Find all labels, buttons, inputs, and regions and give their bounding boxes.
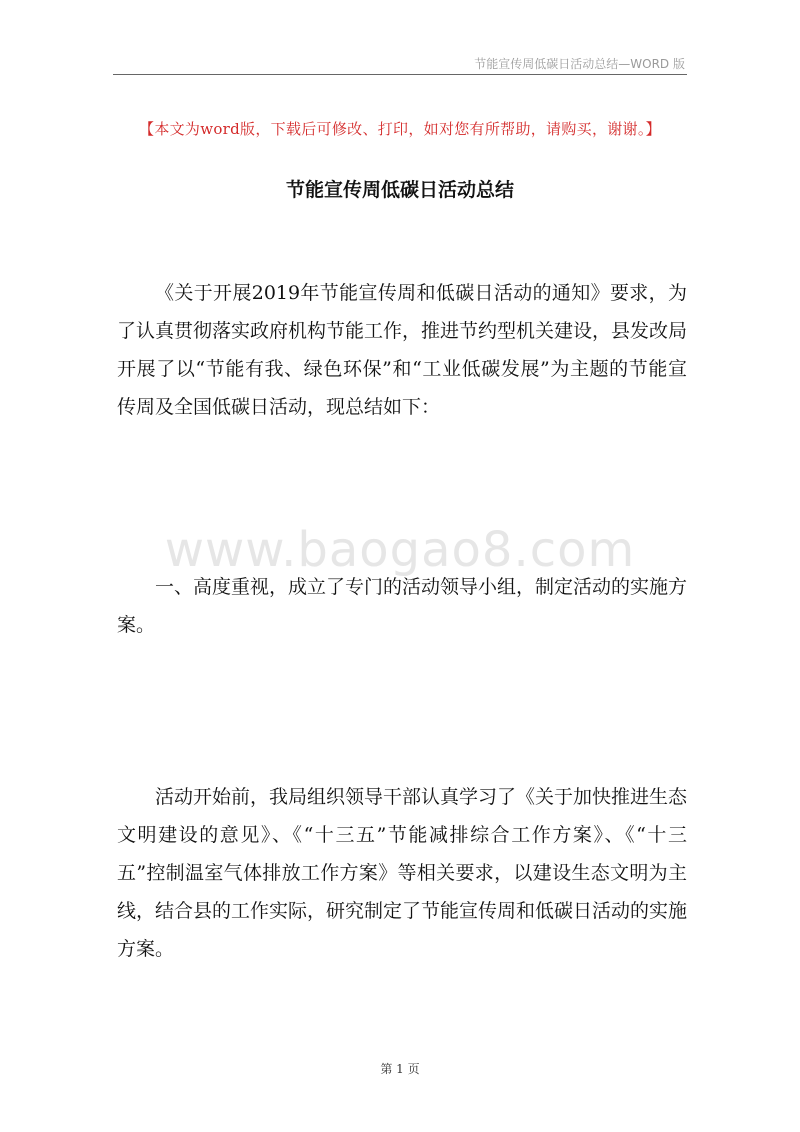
body-paragraph: 活动开始前，我局组织领导干部认真学习了《关于加快推进生态文明建设的意见》、《“十三五”节能减排综合工作方案》、《“十三五”控制温室气体排放工作方案》等相关要求，以建设生态文明为主线，结合县的工作实际，研究制定了节能宣传周和低碳日活动的实施方案。: [117, 786, 688, 960]
body-paragraph: 《关于开展2019年节能宣传周和低碳日活动的通知》要求，为了认真贯彻落实政府机构节能工作，推进节约型机关建设，县发改局开展了以“节能有我、绿色环保”和“工业低碳发展”为主题的节能宣传周及全国低碳日活动，现总结如下：: [117, 282, 688, 418]
header-divider: [113, 74, 687, 75]
document-title: 节能宣传周低碳日活动总结: [285, 179, 514, 201]
running-header: 节能宣传周低碳日活动总结—WORD 版: [474, 57, 685, 71]
purchase-notice: 【本文为word版，下载后可修改、打印，如对您有所帮助，请购买，谢谢。】: [139, 120, 661, 138]
section-heading-paragraph: 一、高度重视，成立了专门的活动领导小组，制定活动的实施方案。: [117, 576, 688, 636]
page-number: 第 1 页: [380, 1062, 420, 1076]
site-watermark: www.baogao8.com: [164, 522, 636, 578]
